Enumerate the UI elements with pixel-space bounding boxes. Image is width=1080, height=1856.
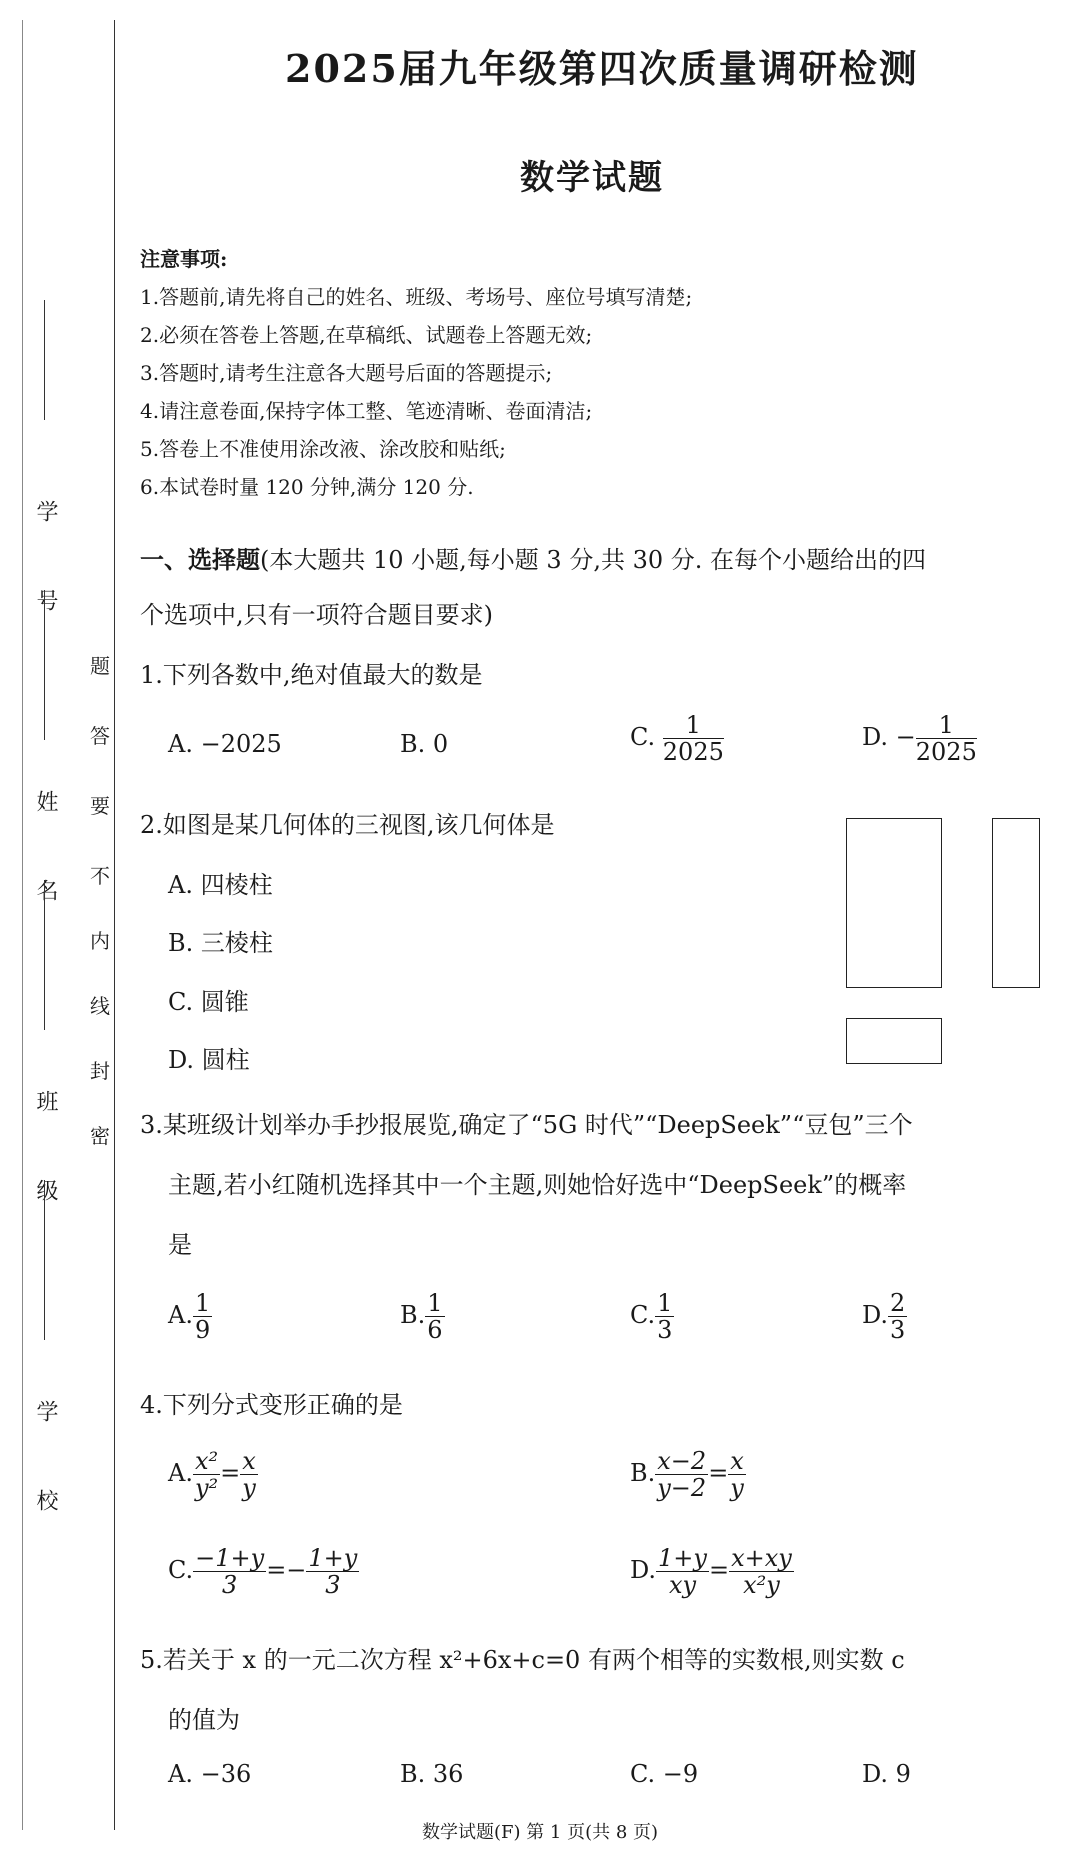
fraction <box>663 712 724 765</box>
q3-line3: 是 <box>168 1231 192 1259</box>
denominator: y <box>730 1474 744 1502</box>
q4-option-b[interactable] <box>630 1448 746 1501</box>
binding-line-inner <box>114 20 115 1830</box>
denominator: 3 <box>222 1571 238 1599</box>
denominator: 2025 <box>662 738 724 766</box>
denominator: y−2 <box>657 1474 707 1502</box>
q4-option-d[interactable] <box>630 1545 794 1598</box>
q4-option-c[interactable] <box>168 1545 359 1598</box>
q1-stem: 1.下列各数中,绝对值最大的数是 <box>140 661 483 689</box>
denominator: 3 <box>657 1316 673 1344</box>
field-label-school: 学 校 <box>33 1400 58 1541</box>
binding-line-outer <box>22 20 23 1830</box>
option-label: A. <box>168 1459 193 1487</box>
q1-option-a[interactable]: A. −2025 <box>168 730 282 758</box>
numerator: x+xy <box>731 1544 792 1572</box>
numerator: 1+y <box>308 1544 358 1572</box>
q2-stem: 2.如图是某几何体的三视图,该几何体是 <box>140 811 555 839</box>
q5-option-a[interactable]: A. −36 <box>168 1760 252 1788</box>
q3-option-b[interactable] <box>400 1290 445 1343</box>
fraction <box>240 1448 258 1501</box>
fraction <box>729 1545 794 1598</box>
numerator: 1 <box>916 712 977 739</box>
notice-item: 5.答卷上不准使用涂改液、涂改胶和贴纸; <box>140 437 506 461</box>
fraction <box>655 1290 674 1343</box>
notice-item: 3.答题时,请考生注意各大题号后面的答题提示; <box>140 361 553 385</box>
option-label: D. − <box>862 723 916 751</box>
section-desc: (本大题共 10 小题,每小题 3 分,共 30 分. 在每个小题给出的四 <box>260 546 926 574</box>
option-label: D. <box>862 1301 889 1329</box>
fraction <box>655 1448 708 1501</box>
fraction <box>656 1545 709 1598</box>
field-blank-student-id[interactable] <box>44 300 45 420</box>
section-heading-line <box>140 540 926 575</box>
option-label: C. <box>630 1301 656 1329</box>
numerator: x <box>242 1447 256 1475</box>
field-blank-school[interactable] <box>44 1180 45 1340</box>
field-label-student-id: 学 号 <box>33 500 58 641</box>
option-label: C. <box>168 1556 194 1584</box>
seal-char: 答 <box>90 724 110 748</box>
q3-option-c[interactable] <box>630 1290 674 1343</box>
denominator: 9 <box>194 1316 211 1344</box>
numerator: x−2 <box>657 1447 707 1475</box>
option-label: D. <box>630 1556 657 1584</box>
field-blank-name[interactable] <box>44 590 45 740</box>
equals-sign: = <box>708 1556 730 1584</box>
seal-char: 要 <box>90 794 110 818</box>
fraction <box>193 1545 266 1598</box>
section-heading: 一、选择题 <box>140 545 260 574</box>
notice-heading: 注意事项: <box>140 247 228 271</box>
denominator: 2025 <box>915 738 977 766</box>
numerator: 2 <box>890 1289 906 1317</box>
field-blank-class[interactable] <box>44 880 45 1030</box>
denominator: 3 <box>325 1571 341 1599</box>
numerator: x² <box>194 1447 219 1475</box>
q5-option-d[interactable]: D. 9 <box>862 1760 911 1788</box>
q1-option-b[interactable]: B. 0 <box>400 730 449 758</box>
q5-line1: 5.若关于 x 的一元二次方程 x²+6x+c=0 有两个相等的实数根,则实数 c <box>140 1646 905 1674</box>
q5-line2: 的值为 <box>168 1706 240 1734</box>
fraction <box>916 712 977 765</box>
denominator: 3 <box>890 1316 906 1344</box>
seal-char: 题 <box>90 654 110 678</box>
denominator: y <box>242 1474 256 1502</box>
fraction <box>193 1448 220 1501</box>
seal-char: 封 <box>90 1059 110 1083</box>
denominator: y² <box>194 1474 219 1502</box>
notice-item: 6.本试卷时量 120 分钟,满分 120 分. <box>140 475 474 499</box>
option-label: C. <box>630 723 656 751</box>
denominator: 6 <box>427 1316 443 1344</box>
q3-line2: 主题,若小红随机选择其中一个主题,则她恰好选中“DeepSeek”的概率 <box>168 1171 907 1199</box>
q2-option-b[interactable]: B. 三棱柱 <box>168 929 273 957</box>
numerator: x <box>730 1447 744 1475</box>
notice-item: 1.答题前,请先将自己的姓名、班级、考场号、座位号填写清楚; <box>140 285 693 309</box>
denominator: xy <box>668 1571 697 1599</box>
exam-title: 2025届九年级第四次质量调研检测 <box>285 46 919 91</box>
equals-sign: = <box>708 1459 729 1487</box>
option-label: B. <box>400 1301 426 1329</box>
q3-option-a[interactable] <box>168 1290 212 1343</box>
seal-char: 内 <box>90 929 110 953</box>
page-footer: 数学试题(F) 第 1 页(共 8 页) <box>421 1822 659 1843</box>
q3-option-d[interactable] <box>862 1290 907 1343</box>
denominator: x²y <box>743 1571 780 1599</box>
side-view-rect <box>992 818 1040 988</box>
q2-option-a[interactable]: A. 四棱柱 <box>168 871 273 899</box>
notice-item: 2.必须在答卷上答题,在草稿纸、试题卷上答题无效; <box>140 323 593 347</box>
numerator: 1 <box>663 712 724 739</box>
q1-option-d[interactable] <box>862 712 977 765</box>
q4-option-a[interactable] <box>168 1448 258 1501</box>
option-label: A. <box>168 1301 193 1329</box>
equals-sign: = <box>220 1459 241 1487</box>
field-label-class: 班 级 <box>33 1090 58 1231</box>
subject-title: 数学试题 <box>520 158 664 198</box>
fraction <box>728 1448 746 1501</box>
field-label-name: 姓 名 <box>33 790 58 931</box>
q2-option-c[interactable]: C. 圆锥 <box>168 988 249 1016</box>
notice-item: 4.请注意卷面,保持字体工整、笔迹清晰、卷面清洁; <box>140 399 593 423</box>
numerator: 1+y <box>658 1544 707 1572</box>
q4-stem: 4.下列分式变形正确的是 <box>140 1391 403 1419</box>
q5-option-c[interactable]: C. −9 <box>630 1760 699 1788</box>
section-desc-cont: 个选项中,只有一项符合题目要求) <box>140 601 493 629</box>
fraction <box>888 1290 907 1343</box>
q2-option-d[interactable]: D. 圆柱 <box>168 1046 250 1074</box>
seal-char: 不 <box>90 864 110 888</box>
numerator: 1 <box>427 1289 443 1317</box>
option-label: B. <box>630 1459 656 1487</box>
numerator: −1+y <box>195 1544 265 1572</box>
top-view-rect <box>846 1018 942 1064</box>
numerator: 1 <box>194 1289 211 1317</box>
notice-block <box>140 240 692 506</box>
seal-char: 线 <box>90 994 110 1018</box>
seal-char: 密 <box>90 1124 110 1148</box>
front-view-rect <box>846 818 942 988</box>
fraction <box>306 1545 359 1598</box>
equals-sign: =− <box>266 1556 307 1584</box>
q5-option-b[interactable]: B. 36 <box>400 1760 464 1788</box>
fraction <box>193 1290 212 1343</box>
q1-option-c[interactable] <box>630 712 724 765</box>
q3-line1: 3.某班级计划举办手抄报展览,确定了“5G 时代”“DeepSeek”“豆包”三个 <box>140 1111 913 1139</box>
numerator: 1 <box>657 1289 673 1317</box>
fraction <box>425 1290 444 1343</box>
